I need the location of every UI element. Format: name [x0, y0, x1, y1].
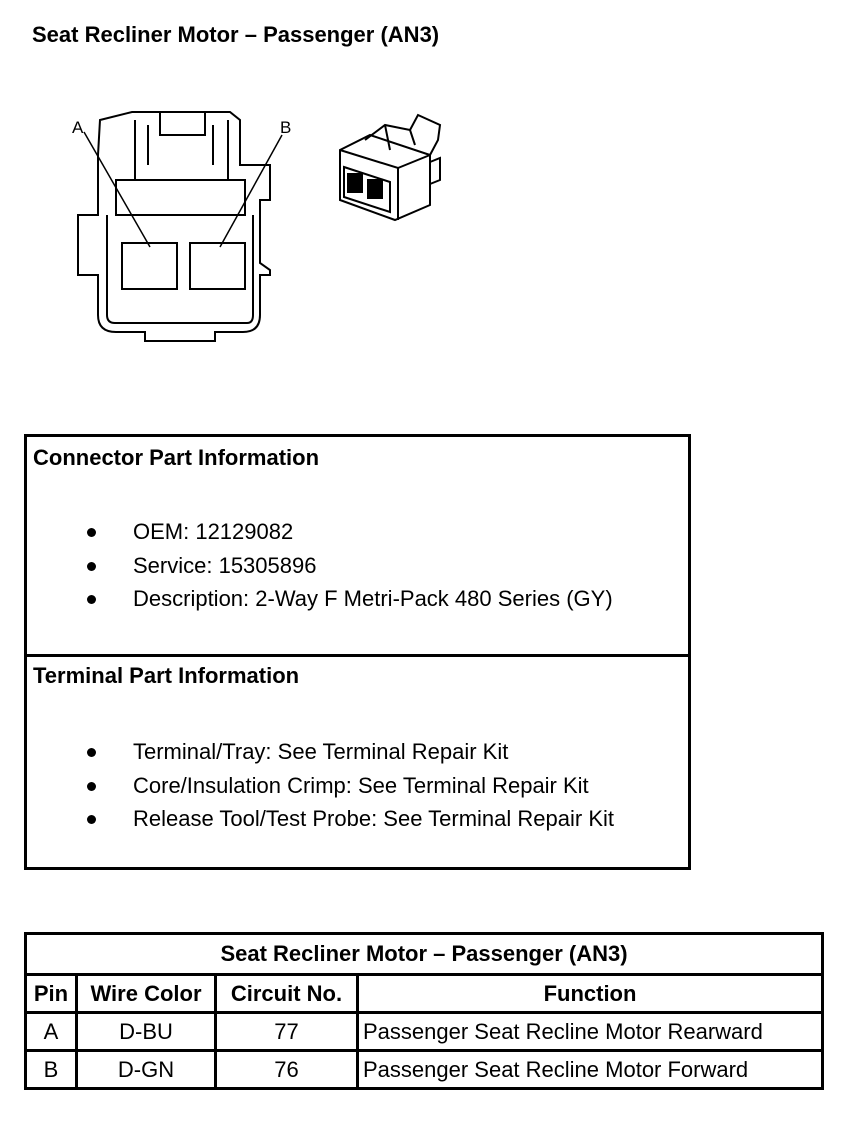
cell-function: Passenger Seat Recline Motor Forward	[358, 1051, 823, 1089]
connector-part-info	[27, 437, 688, 657]
terminal-info-heading: Terminal Part Information	[33, 663, 300, 688]
bullet-icon	[87, 562, 96, 571]
list-item: Service: 15305896	[27, 549, 613, 583]
cell-wire-color: D-BU	[77, 1013, 216, 1051]
bullet-icon	[87, 595, 96, 604]
cell-circuit-no: 77	[216, 1013, 358, 1051]
pin-label-a: A	[72, 118, 84, 137]
list-item: Release Tool/Test Probe: See Terminal Repair Kit	[27, 802, 614, 836]
table-header-row	[26, 975, 823, 1013]
bullet-icon	[87, 748, 96, 757]
list-item: Terminal/Tray: See Terminal Repair Kit	[27, 735, 614, 769]
pin-table-title: Seat Recliner Motor – Passenger (AN3)	[26, 934, 823, 975]
connector-info-heading: Connector Part Information	[33, 445, 320, 470]
list-item: Description: 2-Way F Metri-Pack 480 Series (GY)	[27, 582, 613, 616]
list-item: Core/Insulation Crimp: See Terminal Repair Kit	[27, 769, 614, 803]
connector-face-view	[78, 112, 270, 341]
page-title: Seat Recliner Motor – Passenger (AN3)	[32, 22, 440, 47]
header-pin: Pin	[26, 975, 77, 1013]
connector-diagram	[60, 95, 460, 365]
terminal-part-info	[27, 657, 688, 867]
terminal-cavity-b	[190, 243, 245, 289]
bullet-icon	[87, 782, 96, 791]
cell-function: Passenger Seat Recline Motor Rearward	[358, 1013, 823, 1051]
connector-isometric-view	[340, 115, 440, 220]
table-row	[26, 1013, 823, 1051]
part-info-box	[24, 434, 691, 870]
terminal-info-list	[27, 735, 614, 836]
cell-wire-color: D-GN	[77, 1051, 216, 1089]
cell-circuit-no: 76	[216, 1051, 358, 1089]
bullet-icon	[87, 528, 96, 537]
terminal-cavity-a	[122, 243, 177, 289]
cell-pin: B	[26, 1051, 77, 1089]
connector-info-list	[27, 515, 613, 616]
header-wire-color: Wire Color	[77, 975, 216, 1013]
bullet-icon	[87, 815, 96, 824]
list-item: OEM: 12129082	[27, 515, 613, 549]
pin-table	[24, 932, 824, 1090]
pin-label-b: B	[280, 118, 292, 137]
table-row	[26, 1051, 823, 1089]
header-function: Function	[358, 975, 823, 1013]
header-circuit-no: Circuit No.	[216, 975, 358, 1013]
cell-pin: A	[26, 1013, 77, 1051]
